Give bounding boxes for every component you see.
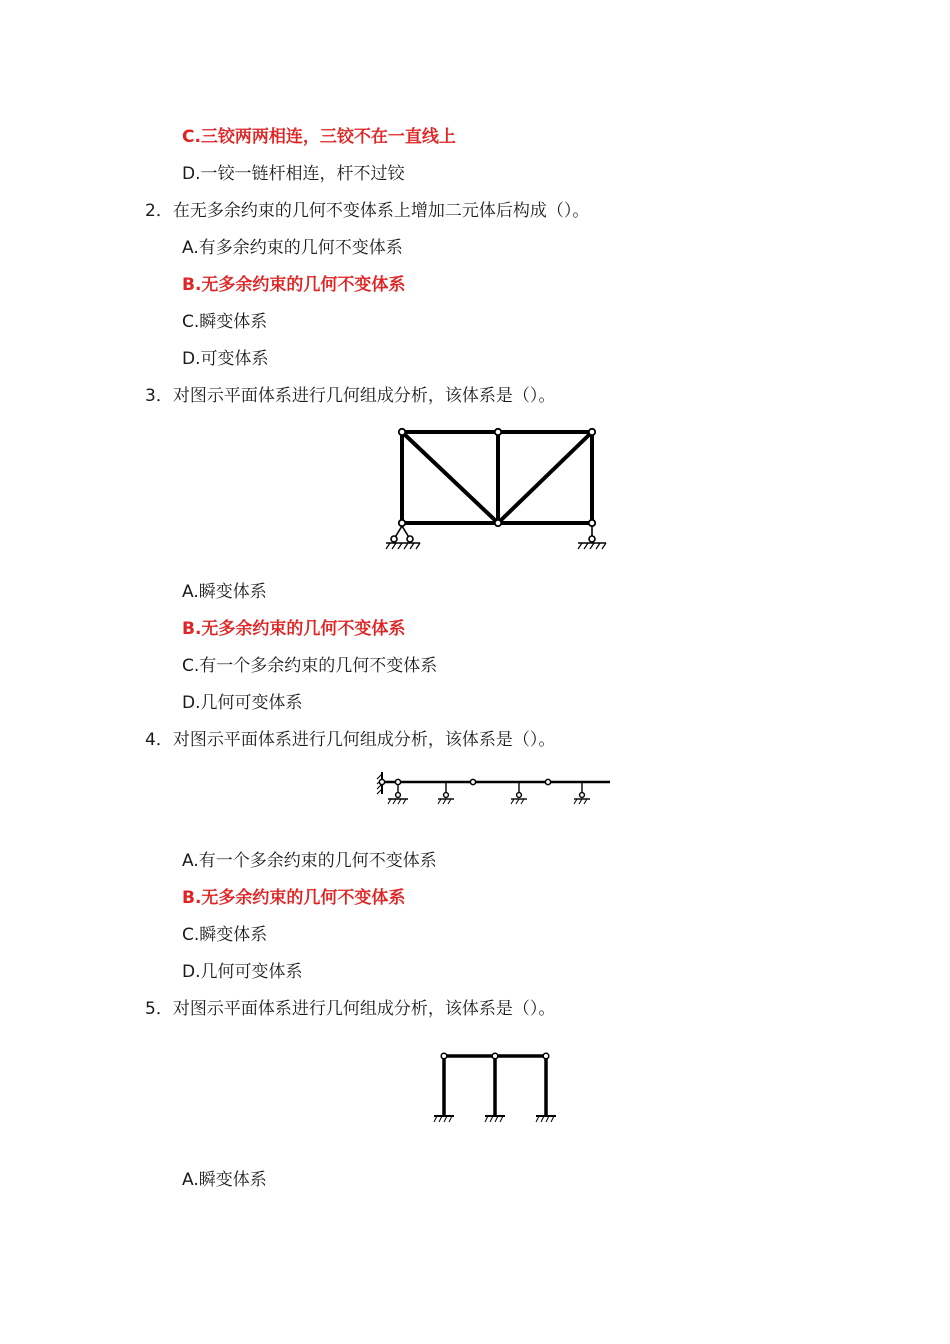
q2-option-a: A.有多余约束的几何不变体系	[182, 238, 403, 258]
q3-option-c: C.有一个多余约束的几何不变体系	[182, 656, 438, 676]
question-number: 2．	[145, 201, 173, 221]
question-text: 对图示平面体系进行几何组成分析，该体系是（）。	[172, 386, 556, 406]
q3-option-b: B.无多余约束的几何不变体系	[182, 619, 406, 639]
question-2	[145, 199, 589, 223]
q3-option-d: D.几何可变体系	[182, 693, 303, 713]
q1-option-d: D.一铰一链杆相连，杆不过铰	[182, 164, 405, 184]
question-number: 5．	[145, 999, 173, 1019]
question-number: 4．	[145, 730, 173, 750]
q4-option-a: A.有一个多余约束的几何不变体系	[182, 851, 437, 871]
question-text: 对图示平面体系进行几何组成分析，该体系是（）。	[172, 730, 556, 750]
q4-option-d: D.几何可变体系	[182, 962, 303, 982]
q3-truss-diagram	[380, 422, 620, 554]
question-number: 3．	[145, 386, 173, 406]
q2-option-d: D.可变体系	[182, 349, 269, 369]
q2-option-b: B.无多余约束的几何不变体系	[182, 275, 406, 295]
question-3	[145, 384, 555, 408]
q5-frame-diagram	[430, 1048, 560, 1128]
q3-option-a: A.瞬变体系	[182, 582, 267, 602]
question-text: 在无多余约束的几何不变体系上增加二元体后构成（）。	[172, 201, 590, 221]
question-text: 对图示平面体系进行几何组成分析，该体系是（）。	[172, 999, 556, 1019]
q5-option-a: A.瞬变体系	[182, 1170, 267, 1190]
q2-option-c: C.瞬变体系	[182, 312, 268, 332]
question-5	[145, 997, 555, 1021]
q4-beam-diagram	[372, 770, 616, 812]
q4-option-c: C.瞬变体系	[182, 925, 268, 945]
question-4	[145, 728, 555, 752]
q1-option-c: C.三铰两两相连，三铰不在一直线上	[182, 127, 456, 147]
q4-option-b: B.无多余约束的几何不变体系	[182, 888, 406, 908]
